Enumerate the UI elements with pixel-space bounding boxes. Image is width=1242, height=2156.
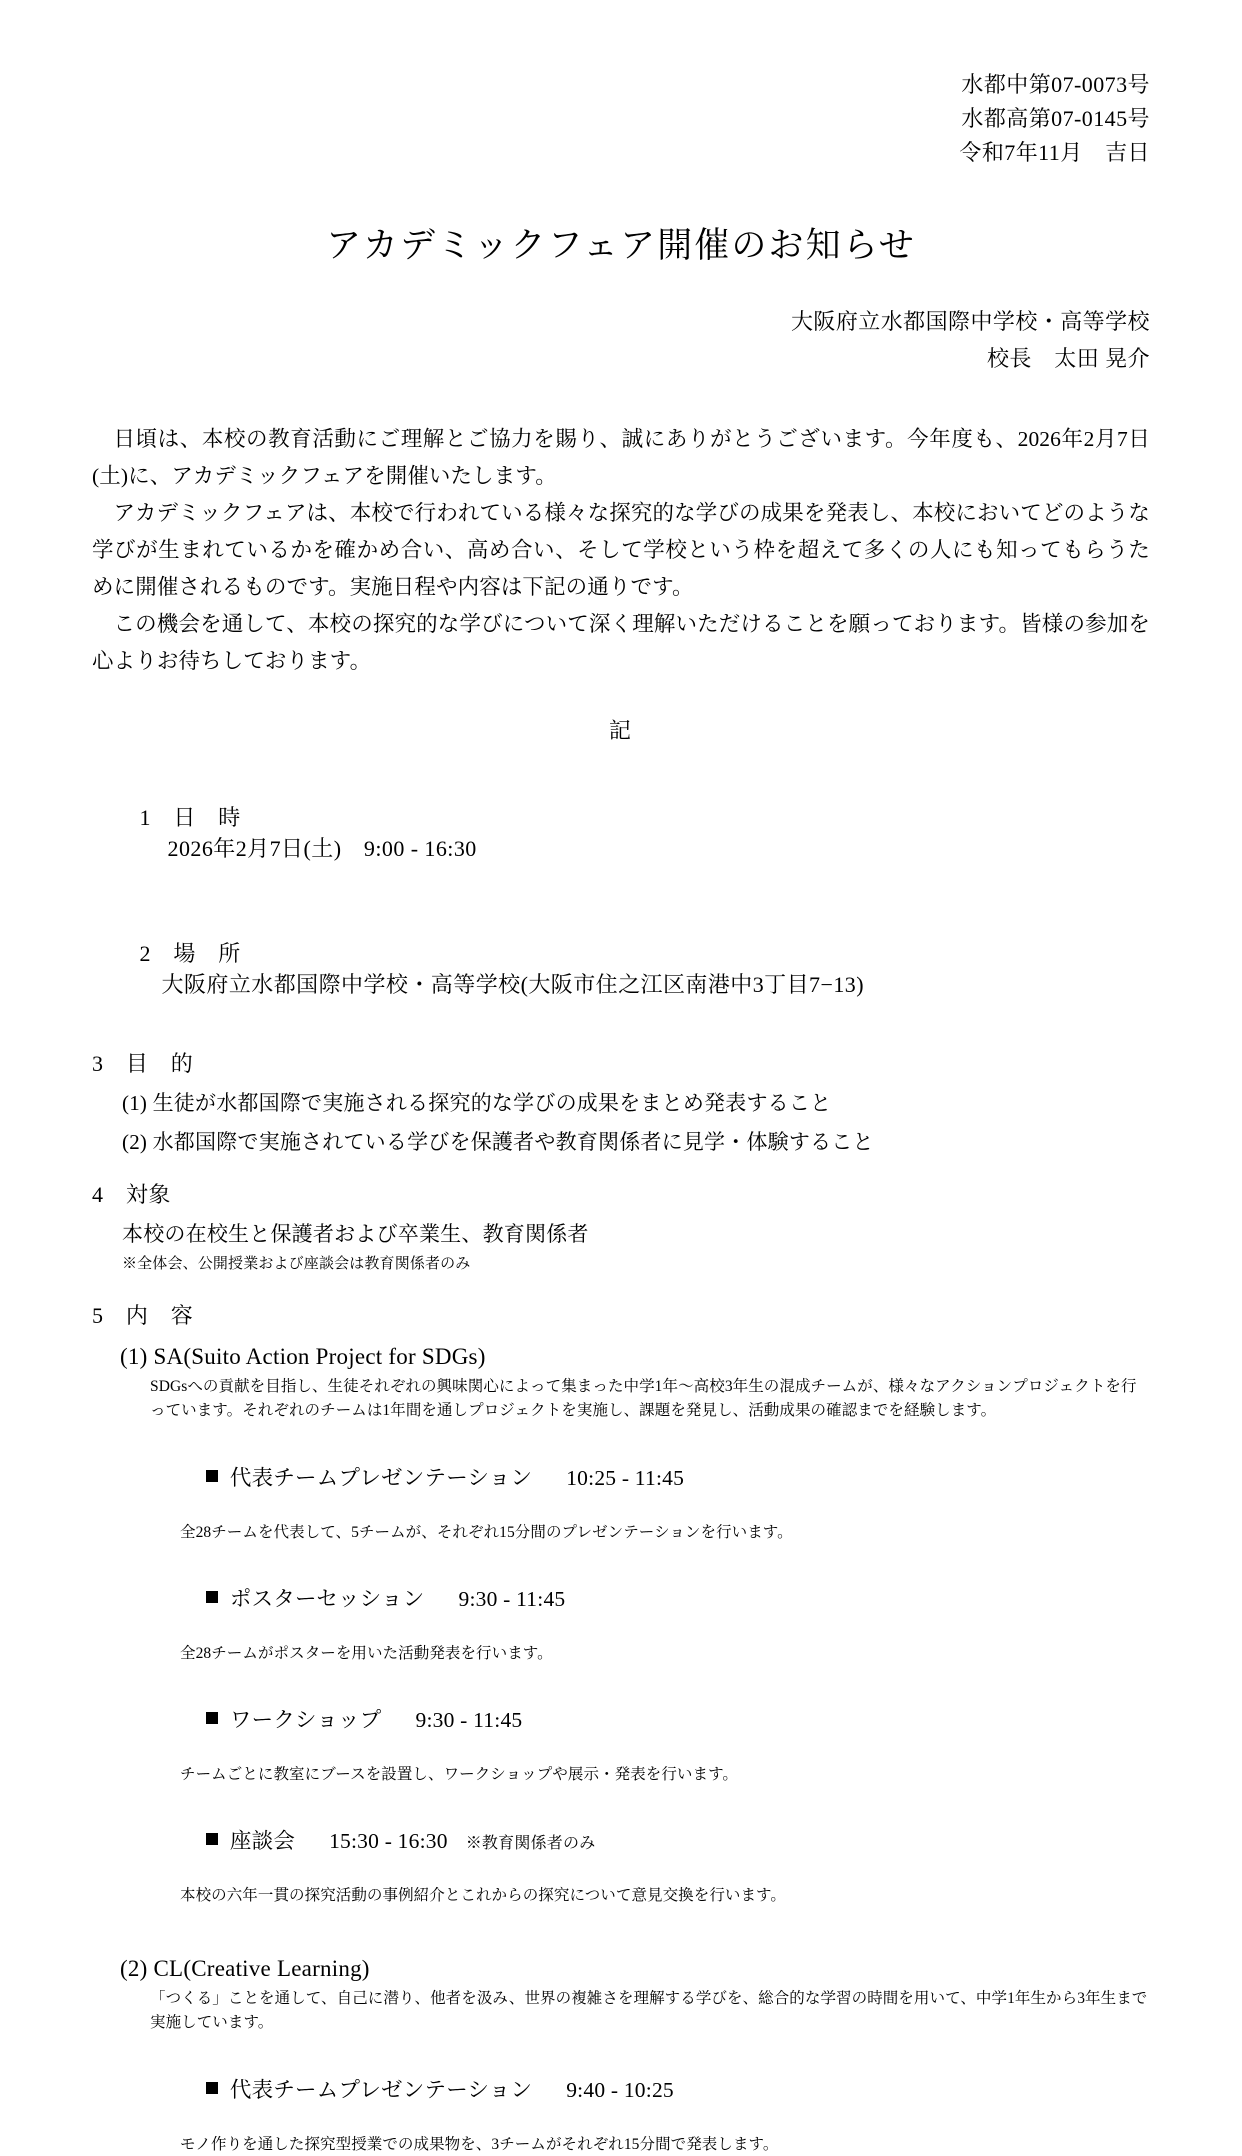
intro-paragraph-3: この機会を通して、本校の探究的な学びについて深く理解いただけることを願っております。皆様の参加を心よりお待ちしております。 — [92, 611, 1150, 673]
document-number-1: 水都中第07-0073号 — [961, 72, 1150, 97]
session-time: 10:25 - 11:45 — [566, 1465, 685, 1490]
square-bullet-icon — [206, 1833, 218, 1845]
item-purpose-label: 3 目 的 — [92, 1050, 194, 1076]
item-location-label: 2 場 所 — [139, 940, 241, 966]
session-description: 全28チームがポスターを用いた活動発表を行います。 — [180, 1644, 553, 1662]
intro-body — [92, 421, 1150, 680]
page-title: アカデミックフェア開催のお知らせ — [326, 226, 916, 266]
intro-paragraph-1: 日頃は、本校の教育活動にご理解とご協力を賜り、誠にありがとうございます。今年度も、2026年2月7日(土)に、アカデミックフェアを開催いたします。 — [92, 426, 1150, 488]
session-name: ワークショップ — [229, 1708, 382, 1733]
program-cl-title: (2) CL(Creative Learning) — [120, 1955, 370, 1981]
item-audience-line: 本校の在校生と保護者および卒業生、教育関係者 — [122, 1221, 589, 1246]
session-name: 座談会 — [229, 1829, 296, 1854]
item-audience-note: ※全体会、公開授業および座談会は教育関係者のみ — [122, 1255, 471, 1272]
item-datetime-value: 2026年2月7日(土) 9:00 - 16:30 — [167, 835, 477, 861]
session-name: ポスターセッション — [229, 1586, 425, 1611]
session-name: 代表チームプレゼンテーション — [229, 2077, 533, 2102]
item-location — [92, 911, 1150, 1025]
program-cl — [92, 1956, 1150, 2156]
ki-marker: 記 — [608, 717, 634, 743]
session-description: チームごとに教室にブースを設置し、ワークショップや展示・発表を行います。 — [180, 1766, 739, 1784]
session-row — [150, 1678, 1150, 1759]
square-bullet-icon — [206, 1712, 218, 1724]
session-time: 9:40 - 10:25 — [566, 2077, 674, 2102]
session-time: 15:30 - 16:30 — [329, 1829, 448, 1854]
item-datetime — [92, 775, 1150, 889]
item-location-value: 大阪府立水都国際中学校・高等学校(大阪市住之江区南港中3丁目7−13) — [161, 971, 864, 997]
issuer-school: 大阪府立水都国際中学校・高等学校 — [790, 309, 1150, 335]
session-description: 本校の六年一貫の探究活動の事例紹介とこれからの探究について意見交換を行います。 — [180, 1887, 786, 1905]
intro-paragraph-2: アカデミックフェアは、本校で行われている様々な探究的な学びの成果を発表し、本校においてどのような学びが生まれているかを確かめ合い、高め合い、そして学校という枠を超えて多くの人にも知ってもらうために開催されるものです。実施日程や内容は下記の通りです。 — [92, 500, 1150, 599]
item-audience — [92, 1178, 1150, 1273]
program-sa — [92, 1344, 1150, 1908]
item-purpose-line-2: (2) 水都国際で実施されている学びを保護者や教育関係者に見学・体験すること — [122, 1129, 874, 1154]
item-location-line — [92, 911, 1150, 1025]
issuer-principal: 校長 太田 晃介 — [986, 345, 1150, 371]
document-date: 令和7年11月 吉日 — [959, 140, 1150, 166]
item-datetime-label: 1 日 時 — [139, 804, 241, 830]
document-number-2: 水都高第07-0145号 — [961, 106, 1150, 132]
session-row — [150, 2048, 1150, 2129]
square-bullet-icon — [206, 1470, 218, 1482]
session-row — [150, 1557, 1150, 1638]
item-datetime-line — [92, 775, 1150, 889]
detail-items — [92, 775, 1150, 2156]
session-time: 9:30 - 11:45 — [415, 1708, 523, 1733]
session-description: モノ作りを通した探究型授業での成果物を、3チームがそれぞれ15分間で発表します。 — [180, 2135, 779, 2153]
session-name: 代表チームプレゼンテーション — [229, 1465, 533, 1490]
program-sa-title: (1) SA(Suito Action Project for SDGs) — [120, 1343, 486, 1369]
session-row — [150, 1799, 1150, 1880]
issuer-block — [92, 304, 1150, 377]
program-cl-description: 「つくる」ことを通して、自己に潜り、他者を汲み、世界の複雑さを理解する学びを、総合的な学習の時間を用いて、中学1年生から3年生まで実施しています。 — [150, 1989, 1148, 2031]
square-bullet-icon — [206, 2082, 218, 2094]
program-sa-description: SDGsへの貢献を目指し、生徒それぞれの興味関心によって集まった中学1年〜高校3年生の混成チームが、様々なアクションプロジェクトを行っています。それぞれのチームは1年間を通しプロジェクトを実施し、課題を発見し、活動成果の確認までを経験します。 — [150, 1377, 1137, 1419]
item-content-label: 5 内 容 — [92, 1302, 194, 1328]
item-purpose — [92, 1047, 1150, 1156]
item-audience-label: 4 対象 — [92, 1181, 171, 1207]
item-content — [92, 1299, 1150, 2156]
item-purpose-line-1: (1) 生徒が水都国際で実施される探究的な学びの成果をまとめ発表すること — [122, 1090, 832, 1115]
session-note: ※教育関係者のみ — [465, 1835, 596, 1853]
square-bullet-icon — [206, 1591, 218, 1603]
session-description: 全28チームを代表して、5チームが、それぞれ15分間のプレゼンテーションを行います。 — [180, 1523, 793, 1541]
session-time: 9:30 - 11:45 — [458, 1586, 566, 1611]
document-numbers — [92, 68, 1150, 170]
session-row — [150, 1436, 1150, 1517]
